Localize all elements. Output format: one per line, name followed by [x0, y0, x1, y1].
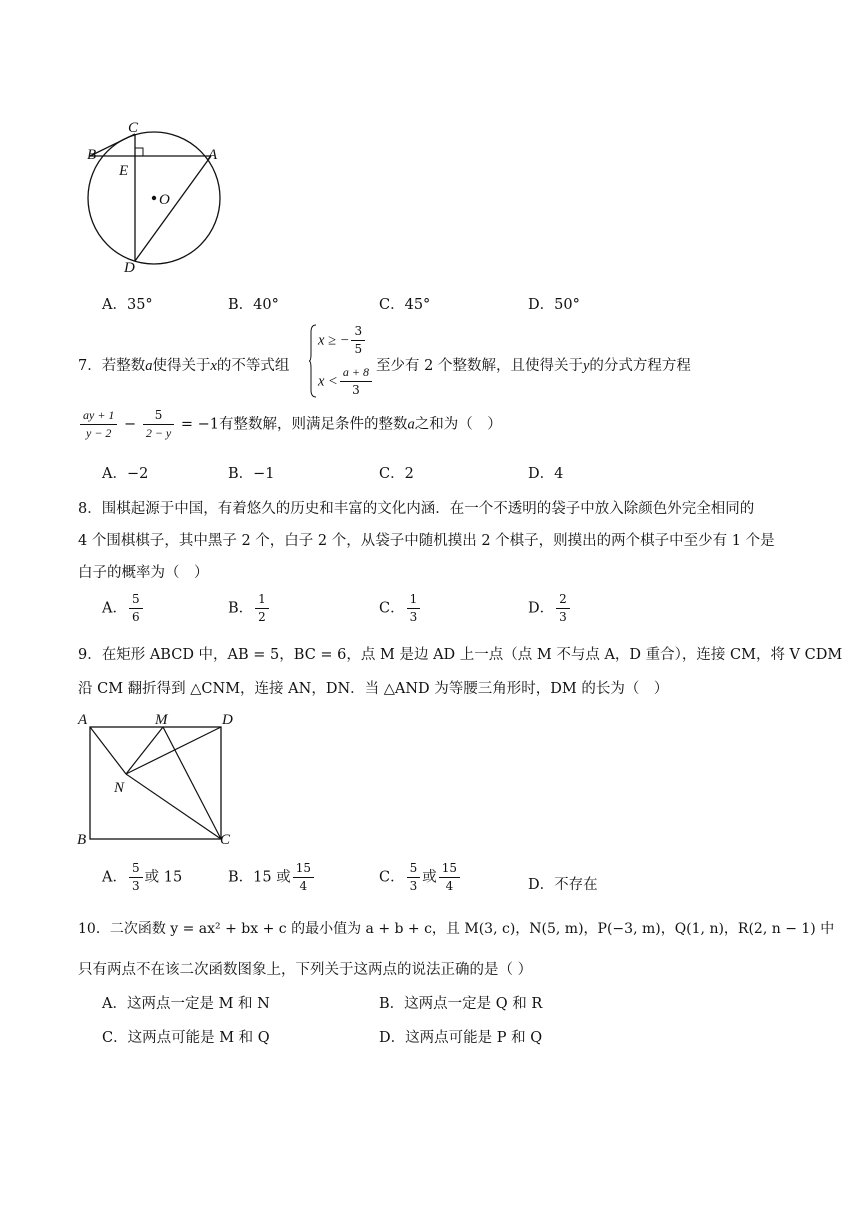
- q8-choice-d: D． $\frac{2}{3}$: [528, 592, 572, 625]
- q10-stem-line1: 10．二次函数 y = ax² + bx + c 的最小值为 a + b + c，且 M(3, c)，N(5, m)，P(−3, m)，Q(1, n)，R(2, n − 1) 中: [78, 921, 835, 937]
- q7-choice-d: D．4: [528, 466, 564, 482]
- q8-choice-c: C． $\frac{1}{3}$: [379, 592, 422, 625]
- q9-stem-line2: 沿 CM 翻折得到 △CNM，连接 AN，DN．当 △AND 为等腰三角形时，DM 的长为（ ）: [78, 681, 669, 697]
- q8-choice-a: A． $\frac{5}{6}$: [102, 592, 145, 625]
- seg-an: [90, 727, 126, 774]
- chord-bc: [90, 134, 135, 156]
- right-angle-mark: [135, 148, 143, 156]
- label-b: B: [87, 147, 97, 163]
- q10-choice-c: C．这两点可能是 M 和 Q: [102, 1030, 270, 1046]
- q9-choice-b: B．15 或 $\frac{15}{4}$: [228, 861, 316, 894]
- q7-choice-c: C．2: [379, 466, 414, 482]
- label-n: N: [114, 780, 125, 796]
- q8-choice-b: B． $\frac{1}{2}$: [228, 592, 271, 625]
- seg-mc: [163, 727, 221, 839]
- q9-choice-a: A． $\frac{5}{3}$ 或 15: [102, 861, 183, 893]
- q7-stem-line1-tail: 至少有 2 个整数解，且使得关于y的分式方程方程: [376, 358, 691, 374]
- label-a: A: [78, 712, 88, 728]
- q7-system-row1: x ≥ − $\frac{3}{5}$: [318, 324, 367, 357]
- label-d: D: [222, 712, 233, 728]
- center-dot: [152, 196, 156, 200]
- q10-choice-b: B．这两点一定是 Q 和 R: [379, 996, 543, 1012]
- q6-choice-d: D．50°: [528, 297, 580, 313]
- q8-stem-line2: 4 个围棋棋子，其中黑子 2 个，白子 2 个，从袋子中随机摸出 2 个棋子，则摸出的两个棋子中至少有 1 个是: [78, 533, 775, 549]
- q10-stem-line2: 只有两点不在该二次函数图象上，下列关于这两点的说法正确的是（ ）: [78, 962, 533, 978]
- q7-stem-line1: 7．若整数a使得关于x的不等式组: [78, 358, 290, 374]
- q7-choice-a: A．−2: [102, 466, 149, 482]
- q6-choice-c: C．45°: [379, 297, 431, 313]
- rectangle-figure: [74, 708, 244, 850]
- q6-choice-a: A．35°: [102, 297, 153, 313]
- seg-nc: [126, 774, 221, 839]
- q10-choice-d: D．这两点可能是 P 和 Q: [379, 1030, 543, 1046]
- q10-choice-a: A．这两点一定是 M 和 N: [102, 996, 270, 1012]
- q7-choice-b: B．−1: [228, 466, 275, 482]
- label-e: E: [119, 163, 129, 179]
- label-c: C: [220, 832, 231, 848]
- label-a: A: [208, 147, 218, 163]
- q7-brace: [309, 324, 317, 398]
- q7-stem-line2: $\frac{ay + 1}{y - 2}$ − $\frac{5}{2 - y}$ = −1有整数解，则满足条件的整数a之和为（ ）: [78, 408, 502, 441]
- q8-stem-line3: 白子的概率为（ ）: [78, 565, 209, 581]
- seg-nd: [126, 727, 221, 774]
- rect-abcd: [90, 727, 221, 839]
- circle-figure: [78, 118, 238, 280]
- label-c: C: [128, 120, 139, 136]
- q9-choice-d: D．不存在: [528, 877, 598, 893]
- label-o: O: [159, 192, 170, 208]
- q6-choice-b: B．40°: [228, 297, 279, 313]
- label-b: B: [77, 832, 87, 848]
- label-m: M: [155, 712, 168, 728]
- q9-stem-line1: 9．在矩形 ABCD 中，AB = 5，BC = 6，点 M 是边 AD 上一点（点 M 不与点 A，D 重合），连接 CM，将 V CDM: [78, 647, 843, 663]
- q8-stem-line1: 8．围棋起源于中国，有着悠久的历史和丰富的文化内涵．在一个不透明的袋子中放入除颜色外完全相同的: [78, 501, 755, 517]
- q7-system-row2: x < $\frac{a + 8}{3}$: [318, 365, 374, 398]
- q9-choice-c: C． $\frac{5}{3}$ 或 $\frac{15}{4}$: [379, 861, 462, 894]
- seg-mn: [126, 727, 163, 774]
- label-d: D: [124, 260, 135, 276]
